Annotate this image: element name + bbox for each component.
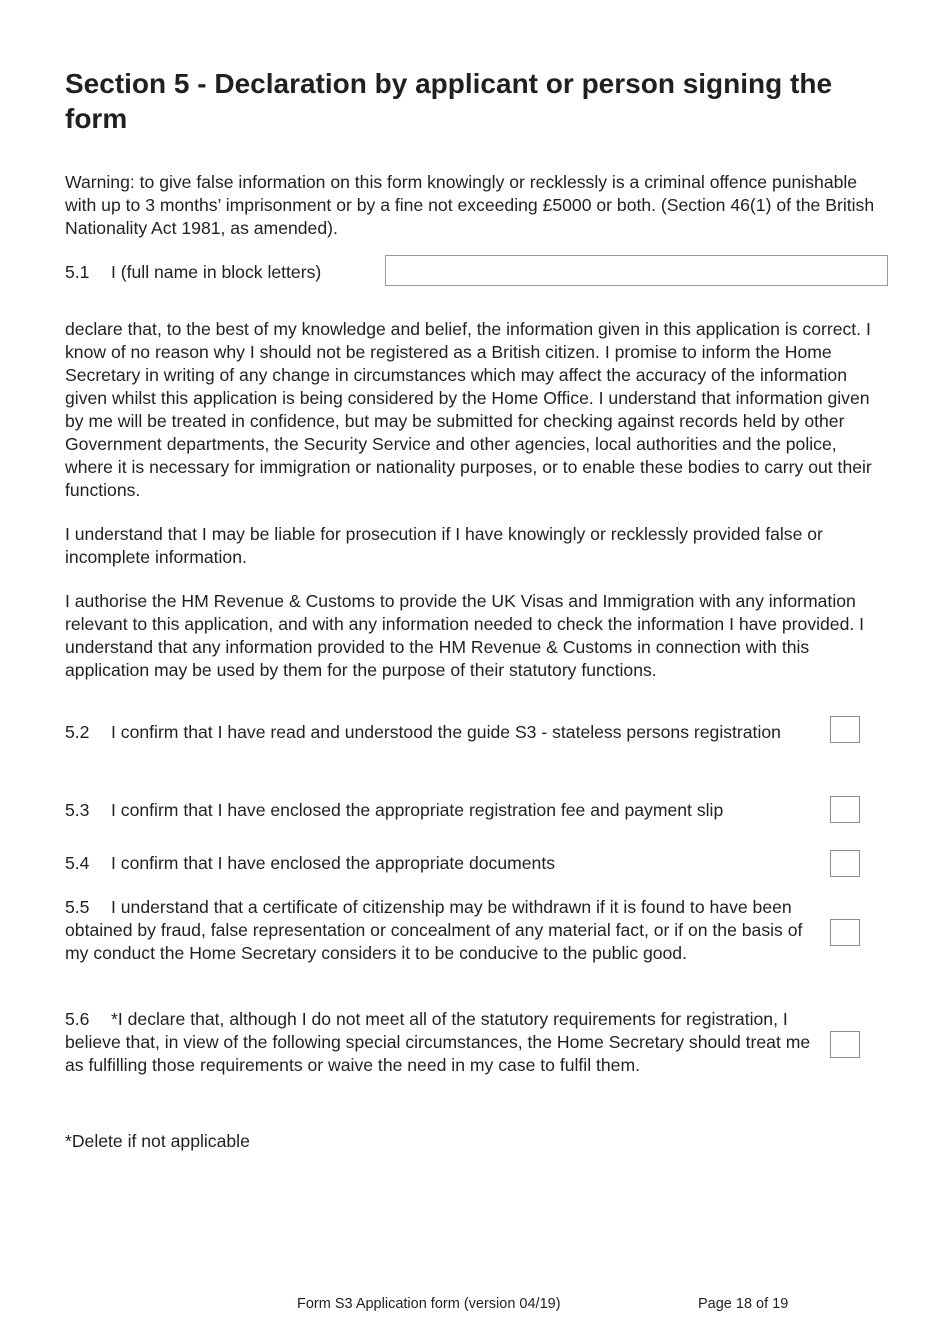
item-5-1-number: 5.1 <box>65 262 90 282</box>
confirmation-5-2-text: I confirm that I have read and understood the guide S3 - stateless persons registration <box>111 722 781 742</box>
confirmation-5-5-number: 5.5 <box>65 897 90 917</box>
confirmation-5-6 <box>65 1008 825 1077</box>
full-name-input[interactable] <box>385 255 888 286</box>
confirmation-5-4-number: 5.4 <box>65 853 90 873</box>
confirmation-5-6-text: *I declare that, although I do not meet all of the statutory requirements for registration, I believe that, in view of the following special circumstances, the Home Secretary should treat me as fulfilling those requirements or waive the need in my case to fulfil them. <box>65 1009 811 1075</box>
confirmation-5-2-number: 5.2 <box>65 722 90 742</box>
confirmation-5-3-text: I confirm that I have enclosed the appropriate registration fee and payment slip <box>111 800 724 820</box>
confirmation-5-6-number: 5.6 <box>65 1009 90 1029</box>
confirmation-5-2-checkbox[interactable] <box>830 716 860 743</box>
confirmation-5-4 <box>65 852 805 875</box>
confirmation-5-4-checkbox[interactable] <box>830 850 860 877</box>
confirmation-5-5 <box>65 896 817 965</box>
warning-text: Warning: to give false information on this form knowingly or recklessly is a criminal offence punishable with up to 3 months’ imprisonment or by a fine not exceeding £5000 or both. (Section 46(1) of the British Nationality Act 1981, as amended). <box>65 172 875 238</box>
footer-form-name: Form S3 Application form (version 04/19) <box>297 1296 561 1312</box>
hmrc-authorisation-text: I authorise the HM Revenue & Customs to provide the UK Visas and Immigration with any information relevant to this application, and with any information needed to check the information I have provided. I understand that any information provided to the HM Revenue & Customs in connection with this application may be used by them for the purpose of their statutory functions. <box>65 591 865 680</box>
footer-page-number: Page 18 of 19 <box>698 1296 789 1312</box>
confirmation-5-3-checkbox[interactable] <box>830 796 860 823</box>
delete-note: *Delete if not applicable <box>65 1131 250 1151</box>
declaration-text: declare that, to the best of my knowledge and belief, the information given in this application is correct. I know of no reason why I should not be registered as a British citizen. I promise to inform the Home Secretary in writing of any change in circumstances which may affect the accuracy of the information given whilst this application is being considered by the Home Office. I understand that information given by me will be treated in confidence, but may be submitted for checking against records held by other Government departments, the Security Service and other agencies, local authorities and the police, where it is necessary for immigration or nationality purposes, or to enable these bodies to carry out their functions. <box>65 319 872 500</box>
section-title: Section 5 - Declaration by applicant or person signing the form <box>65 68 833 134</box>
confirmation-5-4-text: I confirm that I have enclosed the appropriate documents <box>111 853 556 873</box>
item-5-1-label-row <box>65 261 375 284</box>
item-5-1-label: I (full name in block letters) <box>111 262 322 282</box>
prosecution-text: I understand that I may be liable for prosecution if I have knowingly or recklessly provided false or incomplete information. <box>65 524 823 567</box>
confirmation-5-5-checkbox[interactable] <box>830 919 860 946</box>
confirmation-5-5-text: I understand that a certificate of citizenship may be withdrawn if it is found to have been obtained by fraud, false representation or concealment of any material fact, or if on the basis of my conduct the Home Secretary considers it to be conducive to the public good. <box>65 897 803 963</box>
confirmation-5-3-number: 5.3 <box>65 800 90 820</box>
confirmation-5-2 <box>65 721 805 744</box>
confirmation-5-3 <box>65 799 825 822</box>
confirmation-5-6-checkbox[interactable] <box>830 1031 860 1058</box>
